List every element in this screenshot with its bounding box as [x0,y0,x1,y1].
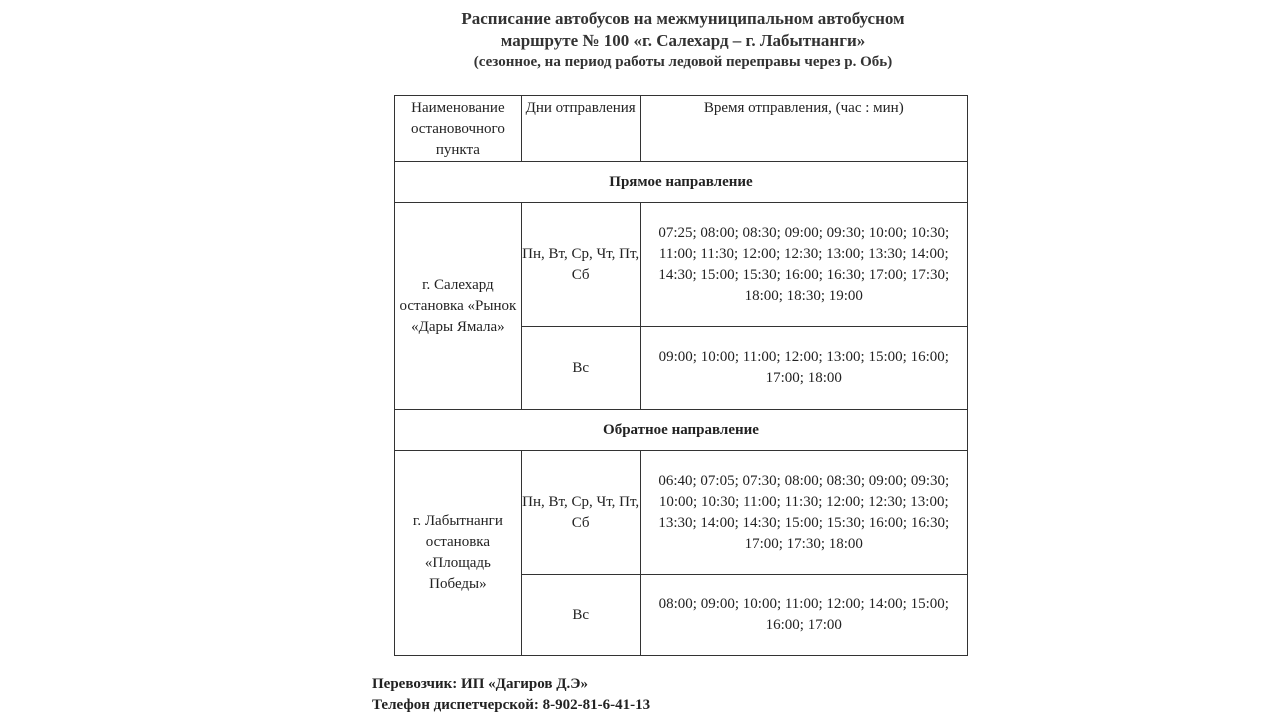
footer [372,674,650,716]
table-header-row [395,96,968,162]
forward-sunday-times: 09:00; 10:00; 11:00; 12:00; 13:00; 15:00; 16:00; 17:00; 18:00 [640,327,967,410]
table-row [395,451,968,575]
backward-stop-name: г. Лабытнанги остановка «Площадь Победы» [395,451,522,656]
backward-sunday-times: 08:00; 09:00; 10:00; 11:00; 12:00; 14:00; 15:00; 16:00; 17:00 [640,575,967,656]
backward-weekday-days: Пн, Вт, Ср, Чт, Пт, Сб [521,451,640,575]
direction-row [395,162,968,203]
document-title [0,8,1279,72]
header-days: Дни отправления [521,96,640,162]
backward-weekday-times: 06:40; 07:05; 07:30; 08:00; 08:30; 09:00; 09:30; 10:00; 10:30; 11:00; 11:30; 12:00; 12:30; 13:00; 13:30; 14:00; 14:30; 15:00; 15:30; 16:00; 16:30; 17:00; 17:30; 18:00 [640,451,967,575]
title-subtitle: (сезонное, на период работы ледовой переправы через р. Обь) [473,54,893,70]
carrier-info: Перевозчик: ИП «Дагиров Д.Э» [372,676,588,692]
title-line-2: маршруте № 100 «г. Салехард – г. Лабытнанги» [500,31,866,50]
schedule-table [394,95,968,656]
forward-weekday-times: 07:25; 08:00; 08:30; 09:00; 09:30; 10:00; 10:30; 11:00; 11:30; 12:00; 12:30; 13:00; 13:30; 14:00; 14:30; 15:00; 15:30; 16:00; 16:30; 17:00; 17:30; 18:00; 18:30; 19:00 [640,203,967,327]
table-row [395,203,968,327]
forward-sunday-days: Вс [521,327,640,410]
forward-direction-label: Прямое направление [395,162,968,203]
header-time: Время отправления, (час : мин) [640,96,967,162]
dispatcher-phone: Телефон диспетчерской: 8-902-81-6-41-13 [372,697,651,713]
backward-direction-label: Обратное направление [395,410,968,451]
forward-weekday-days: Пн, Вт, Ср, Чт, Пт, Сб [521,203,640,327]
direction-row [395,410,968,451]
backward-sunday-days: Вс [521,575,640,656]
title-line-1: Расписание автобусов на межмуниципальном автобусном [461,9,905,28]
header-stop: Наименование остановочного пункта [395,96,522,162]
forward-stop-name: г. Салехард остановка «Рынок «Дары Ямала» [395,203,522,410]
